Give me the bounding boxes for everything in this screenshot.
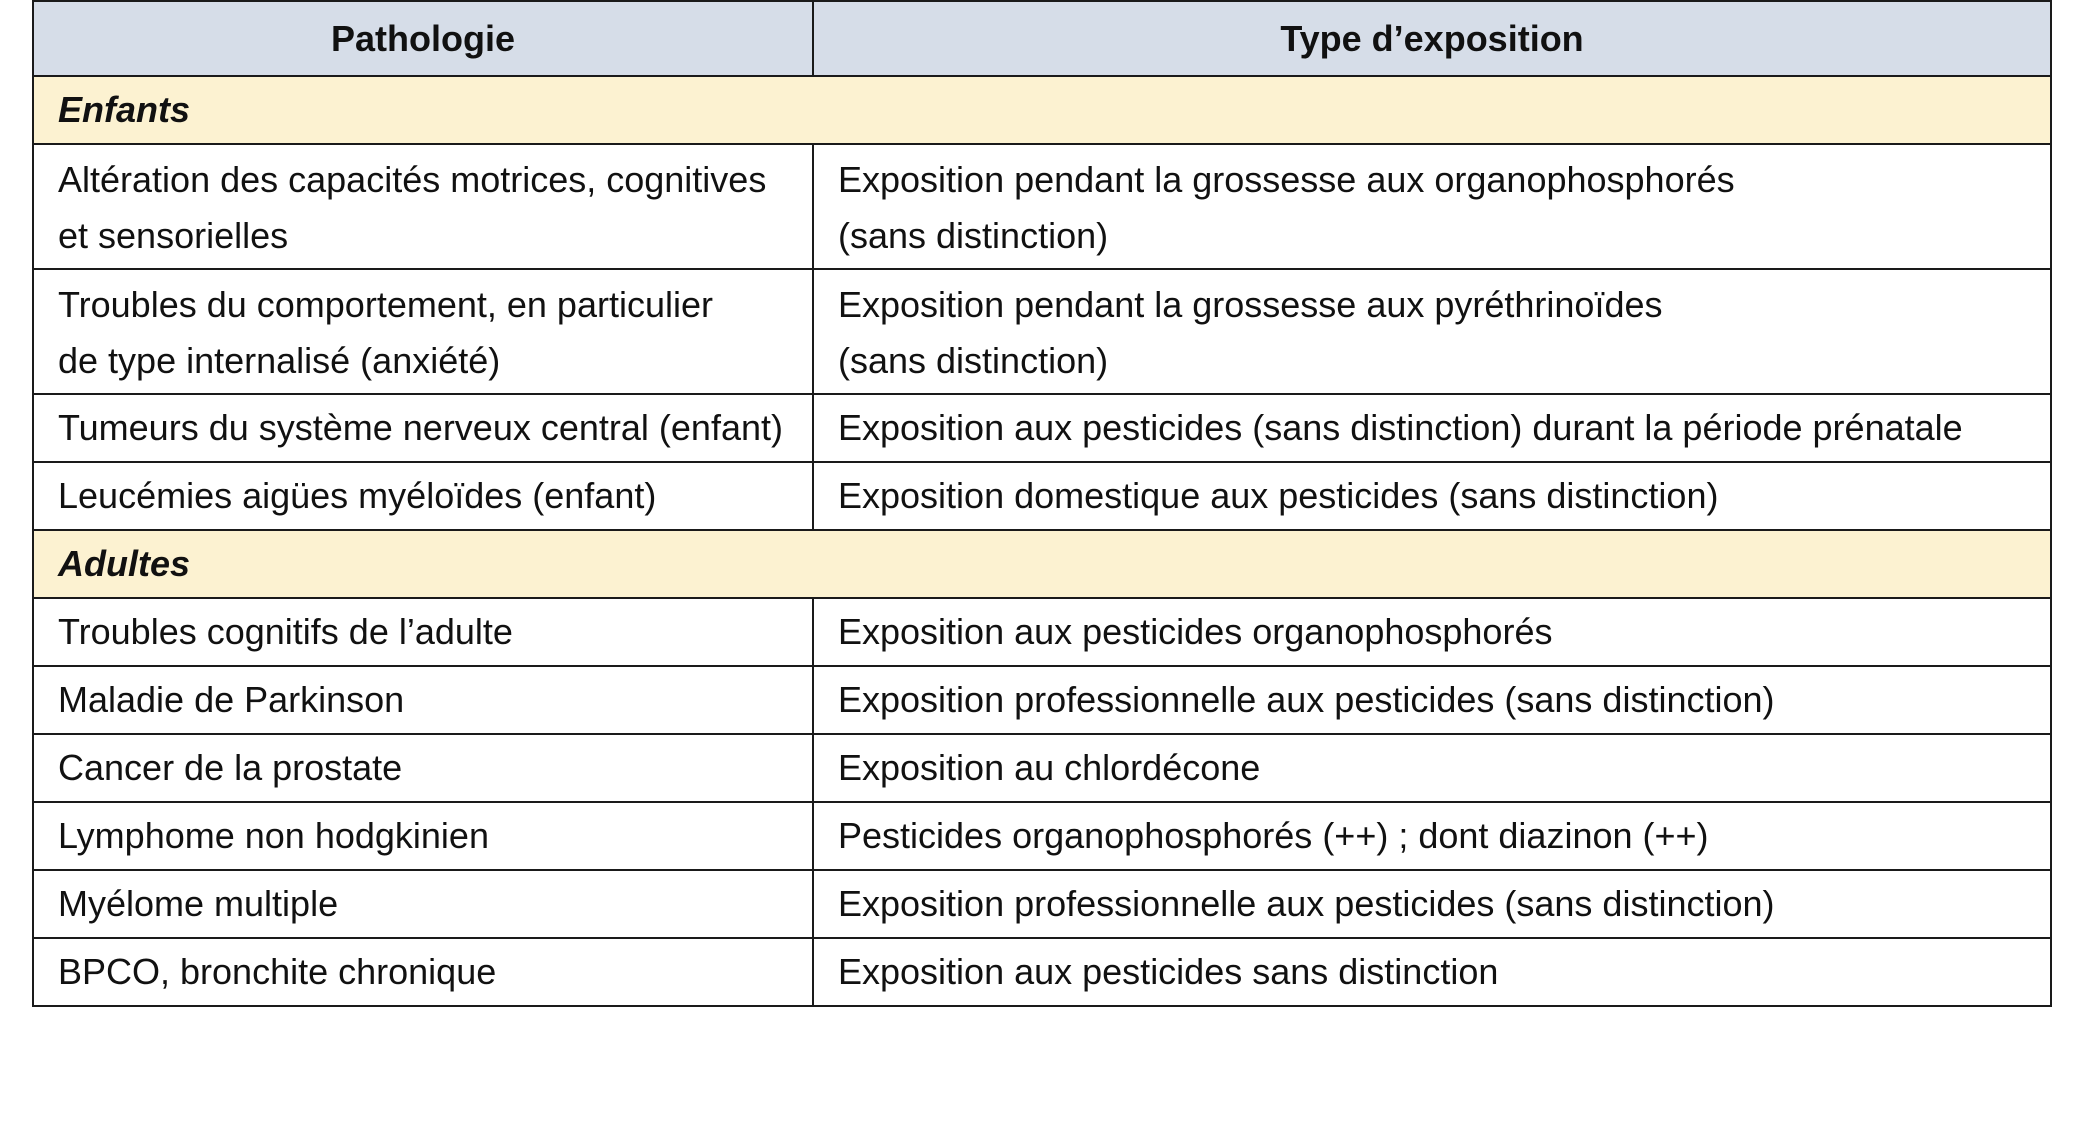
cell-pathologie: Tumeurs du système nerveux central (enfant) — [33, 394, 813, 462]
cell-exposition: Exposition professionnelle aux pesticides (sans distinction) — [813, 666, 2051, 734]
cell-pathologie: Altération des capacités motrices, cognitives et sensorielles — [33, 144, 813, 269]
table-row — [33, 734, 2051, 802]
header-exposition: Type d’exposition — [813, 1, 2051, 76]
cell-pathologie: BPCO, bronchite chronique — [33, 938, 813, 1006]
pathology-exposure-table — [32, 0, 2052, 1007]
cell-exposition: Pesticides organophosphorés (++) ; dont diazinon (++) — [813, 802, 2051, 870]
cell-pathologie: Troubles du comportement, en particulier de type internalisé (anxiété) — [33, 269, 813, 394]
cell-exposition: Exposition domestique aux pesticides (sans distinction) — [813, 462, 2051, 530]
table-row — [33, 462, 2051, 530]
table-row — [33, 666, 2051, 734]
cell-exposition: Exposition aux pesticides sans distinction — [813, 938, 2051, 1006]
table-header-row — [33, 1, 2051, 76]
cell-exposition: Exposition au chlordécone — [813, 734, 2051, 802]
section-row-enfants — [33, 76, 2051, 144]
section-title: Enfants — [33, 76, 2051, 144]
table-row — [33, 938, 2051, 1006]
cell-exposition: Exposition aux pesticides (sans distinction) durant la période prénatale — [813, 394, 2051, 462]
section-row-adultes — [33, 530, 2051, 598]
cell-exposition: Exposition pendant la grossesse aux organophosphorés (sans distinction) — [813, 144, 2051, 269]
cell-pathologie: Leucémies aigües myéloïdes (enfant) — [33, 462, 813, 530]
cell-exposition: Exposition aux pesticides organophosphorés — [813, 598, 2051, 666]
cell-exposition: Exposition professionnelle aux pesticides (sans distinction) — [813, 870, 2051, 938]
section-title: Adultes — [33, 530, 2051, 598]
table-row — [33, 802, 2051, 870]
table-row — [33, 870, 2051, 938]
cell-pathologie: Myélome multiple — [33, 870, 813, 938]
table-row — [33, 269, 2051, 394]
cell-pathologie: Maladie de Parkinson — [33, 666, 813, 734]
table-row — [33, 394, 2051, 462]
table-row — [33, 144, 2051, 269]
cell-pathologie: Cancer de la prostate — [33, 734, 813, 802]
cell-exposition: Exposition pendant la grossesse aux pyréthrinoïdes (sans distinction) — [813, 269, 2051, 394]
header-pathologie: Pathologie — [33, 1, 813, 76]
cell-pathologie: Troubles cognitifs de l’adulte — [33, 598, 813, 666]
cell-pathologie: Lymphome non hodgkinien — [33, 802, 813, 870]
table-row — [33, 598, 2051, 666]
